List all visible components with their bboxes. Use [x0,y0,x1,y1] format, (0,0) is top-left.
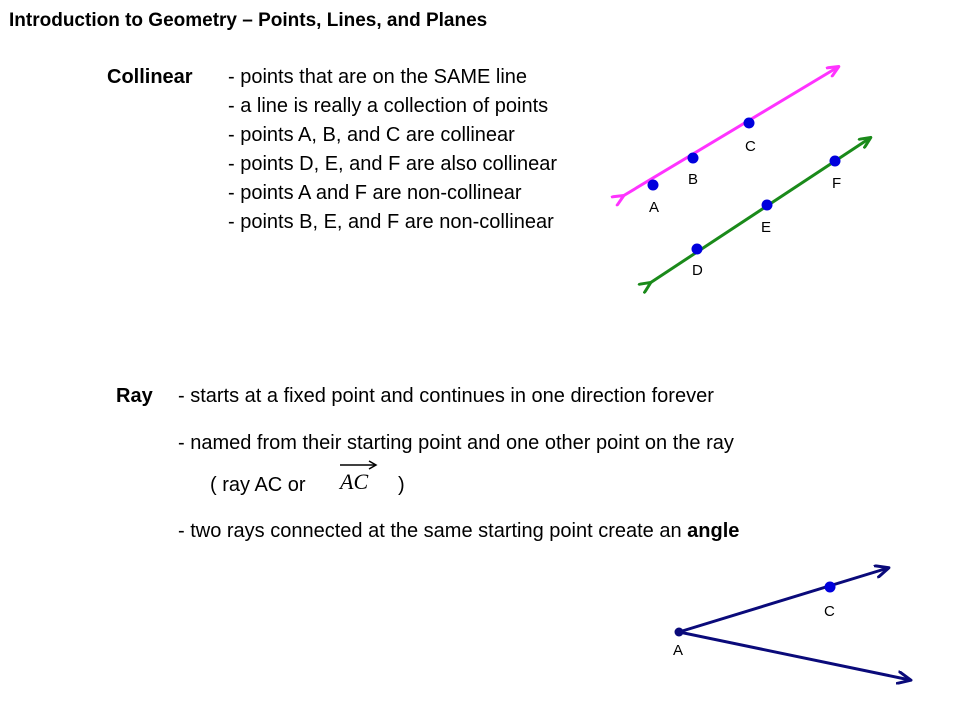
label-c: C [745,138,756,155]
label-a: A [649,199,660,216]
ray-point-a [675,628,684,637]
ray-definition: - starts at a fixed point and continues in one direction forever [178,385,714,407]
collinear-item: - points A, B, and C are collinear [228,124,515,146]
ray-point-c [825,582,836,593]
collinear-line-abc [623,67,838,196]
point-b [688,153,699,164]
ray-angle-text: - two rays connected at the same starting point create an [178,520,682,542]
point-c [744,118,755,129]
ray-label-c: C [824,603,835,620]
point-a [648,180,659,191]
label-e: E [761,219,772,236]
collinear-term: Collinear [107,66,193,88]
collinear-item: - a line is really a collection of points [228,95,549,117]
ray-label-a: A [673,642,684,659]
ray-ac [679,568,888,632]
label-d: D [692,262,703,279]
ray-naming-rule: - named from their starting point and one other point on the ray [178,432,734,454]
label-f: F [832,175,842,192]
ray-example-open: ( ray AC or [210,474,306,496]
ray-term: Ray [116,385,153,407]
label-b: B [688,171,699,188]
ray-notation: AC [340,469,369,494]
collinear-item: - points D, E, and F are also collinear [228,153,558,175]
page-title: Introduction to Geometry – Points, Lines, and Planes [9,10,488,31]
ray-angle-note [178,520,739,543]
collinear-item: - points B, E, and F are non-collinear [228,211,554,233]
point-d [692,244,703,255]
ray-second [679,632,910,680]
collinear-item: - points A and F are non-collinear [228,182,522,204]
collinear-item: - points that are on the SAME line [228,66,528,88]
ray-example-close: ) [398,474,405,496]
angle-keyword: angle [687,520,740,542]
point-e [762,200,773,211]
point-f [830,156,841,167]
